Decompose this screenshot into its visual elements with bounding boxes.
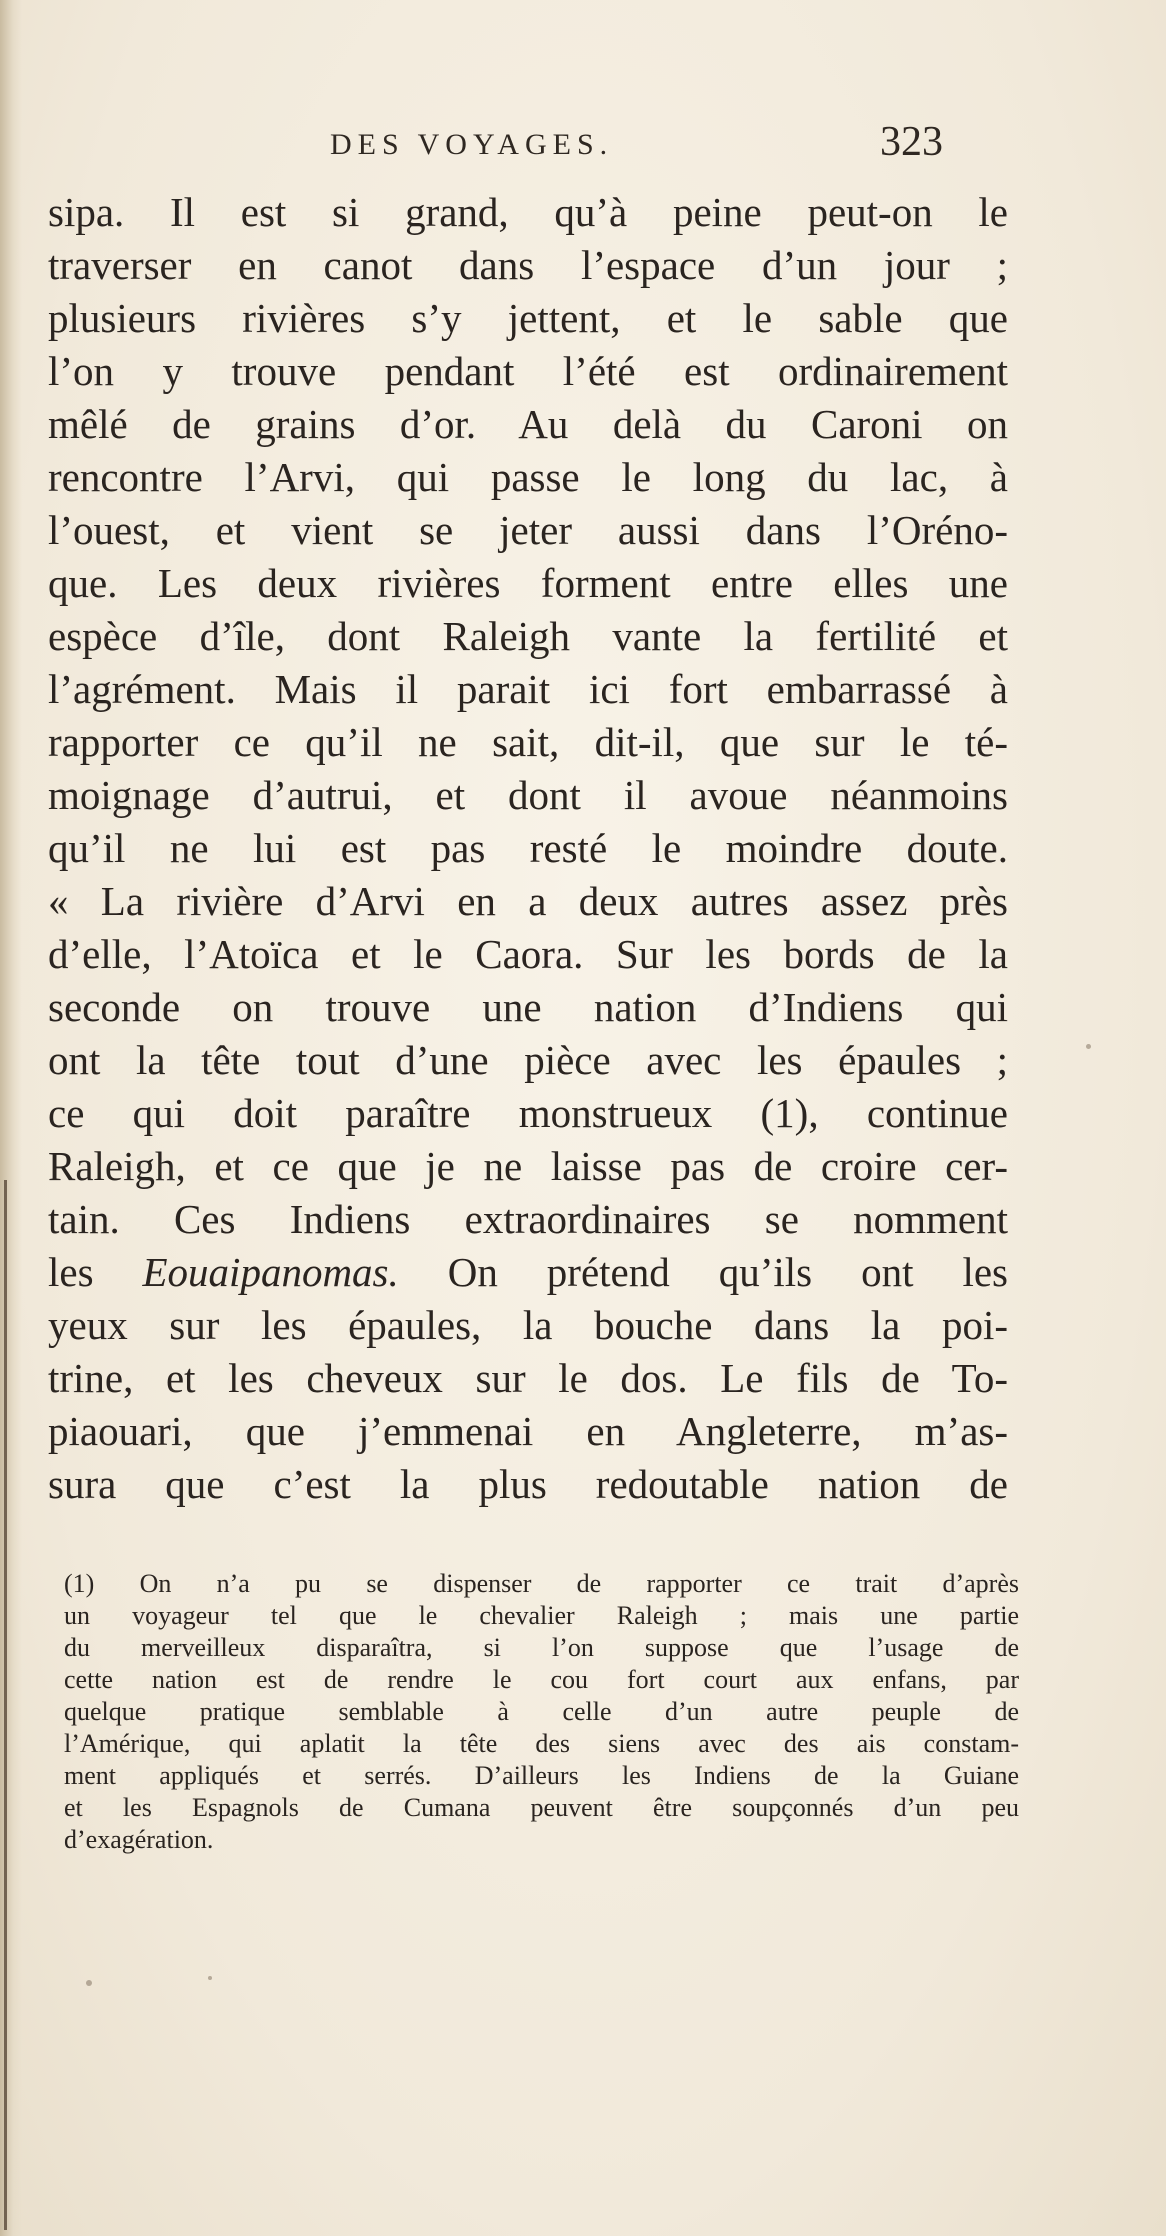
footnote-line: et les Espagnols de Cumana peuvent être soupçonnés d’un peu [64, 1793, 1019, 1822]
text-line: que. Les deux rivières forment entre elles une [48, 560, 1008, 606]
text-line: rencontre l’Arvi, qui passe le long du lac, à [48, 454, 1008, 500]
text-line: « La rivière d’Arvi en a deux autres assez près [48, 878, 1008, 924]
footnote-line: cette nation est de rendre le cou fort court aux enfans, par [64, 1665, 1019, 1694]
text-line: l’agrément. Mais il parait ici fort embarrassé à [48, 666, 1008, 712]
footnote-line: quelque pratique semblable à celle d’un autre peuple de [64, 1697, 1019, 1726]
page-number: 323 [880, 119, 943, 165]
text-line: Raleigh, et ce que je ne laisse pas de croire cer- [48, 1143, 1008, 1189]
footnote-line: d’exagération. [64, 1825, 214, 1854]
footnote-line: (1) On n’a pu se dispenser de rapporter ce trait d’après [64, 1569, 1019, 1598]
text-line: rapporter ce qu’il ne sait, dit-il, que sur le té- [48, 719, 1008, 765]
text-line: traverser en canot dans l’espace d’un jour ; [48, 242, 1008, 288]
running-head: DES VOYAGES. [330, 128, 614, 161]
text-line: moignage d’autrui, et dont il avoue néanmoins [48, 772, 1008, 818]
text-line: sura que c’est la plus redoutable nation de [48, 1461, 1008, 1507]
text-line: l’on y trouve pendant l’été est ordinairement [48, 348, 1008, 394]
text-fragment: les [48, 1249, 94, 1295]
spine-edge [4, 1180, 7, 2230]
text-line-with-italic [48, 1246, 1008, 1299]
text-line: trine, et les cheveux sur le dos. Le fils de To- [48, 1355, 1008, 1401]
body-text [48, 186, 1008, 1511]
paper-speck [86, 1980, 92, 1986]
text-line: qu’il ne lui est pas resté le moindre doute. [48, 825, 1008, 871]
text-line: seconde on trouve une nation d’Indiens qui [48, 984, 1008, 1030]
text-line: ont la tête tout d’une pièce avec les épaules ; [48, 1037, 1008, 1083]
text-line: piaouari, que j’emmenai en Angleterre, m’as- [48, 1408, 1008, 1454]
text-line: ce qui doit paraître monstrueux (1), continue [48, 1090, 1008, 1136]
paper-speck [208, 1976, 212, 1980]
footnote-line: ment appliqués et serrés. D’ailleurs les Indiens de la Guiane [64, 1761, 1019, 1790]
text-line: espèce d’île, dont Raleigh vante la fertilité et [48, 613, 1008, 659]
text-line: mêlé de grains d’or. Au delà du Caroni on [48, 401, 1008, 447]
text-line: l’ouest, et vient se jeter aussi dans l’Oréno- [48, 507, 1008, 553]
text-line: sipa. Il est si grand, qu’à peine peut-on le [48, 189, 1008, 235]
text-line: tain. Ces Indiens extraordinaires se nomment [48, 1196, 1008, 1242]
text-fragment: On prétend qu’ils ont les [447, 1249, 1008, 1295]
text-line: d’elle, l’Atoïca et le Caora. Sur les bords de la [48, 931, 1008, 977]
footnote-line: un voyageur tel que le chevalier Raleigh ; mais une partie [64, 1601, 1019, 1630]
paper-speck [1086, 1044, 1091, 1049]
italic-nation-name: Eouaipanomas. [142, 1249, 399, 1295]
footnote-line: l’Amérique, qui aplatit la tête des siens avec des ais constam- [64, 1729, 1019, 1758]
footnote-line: du merveilleux disparaîtra, si l’on suppose que l’usage de [64, 1633, 1019, 1662]
text-line: plusieurs rivières s’y jettent, et le sable que [48, 295, 1008, 341]
text-line: yeux sur les épaules, la bouche dans la poi- [48, 1302, 1008, 1348]
footnotes [64, 1568, 1019, 1856]
